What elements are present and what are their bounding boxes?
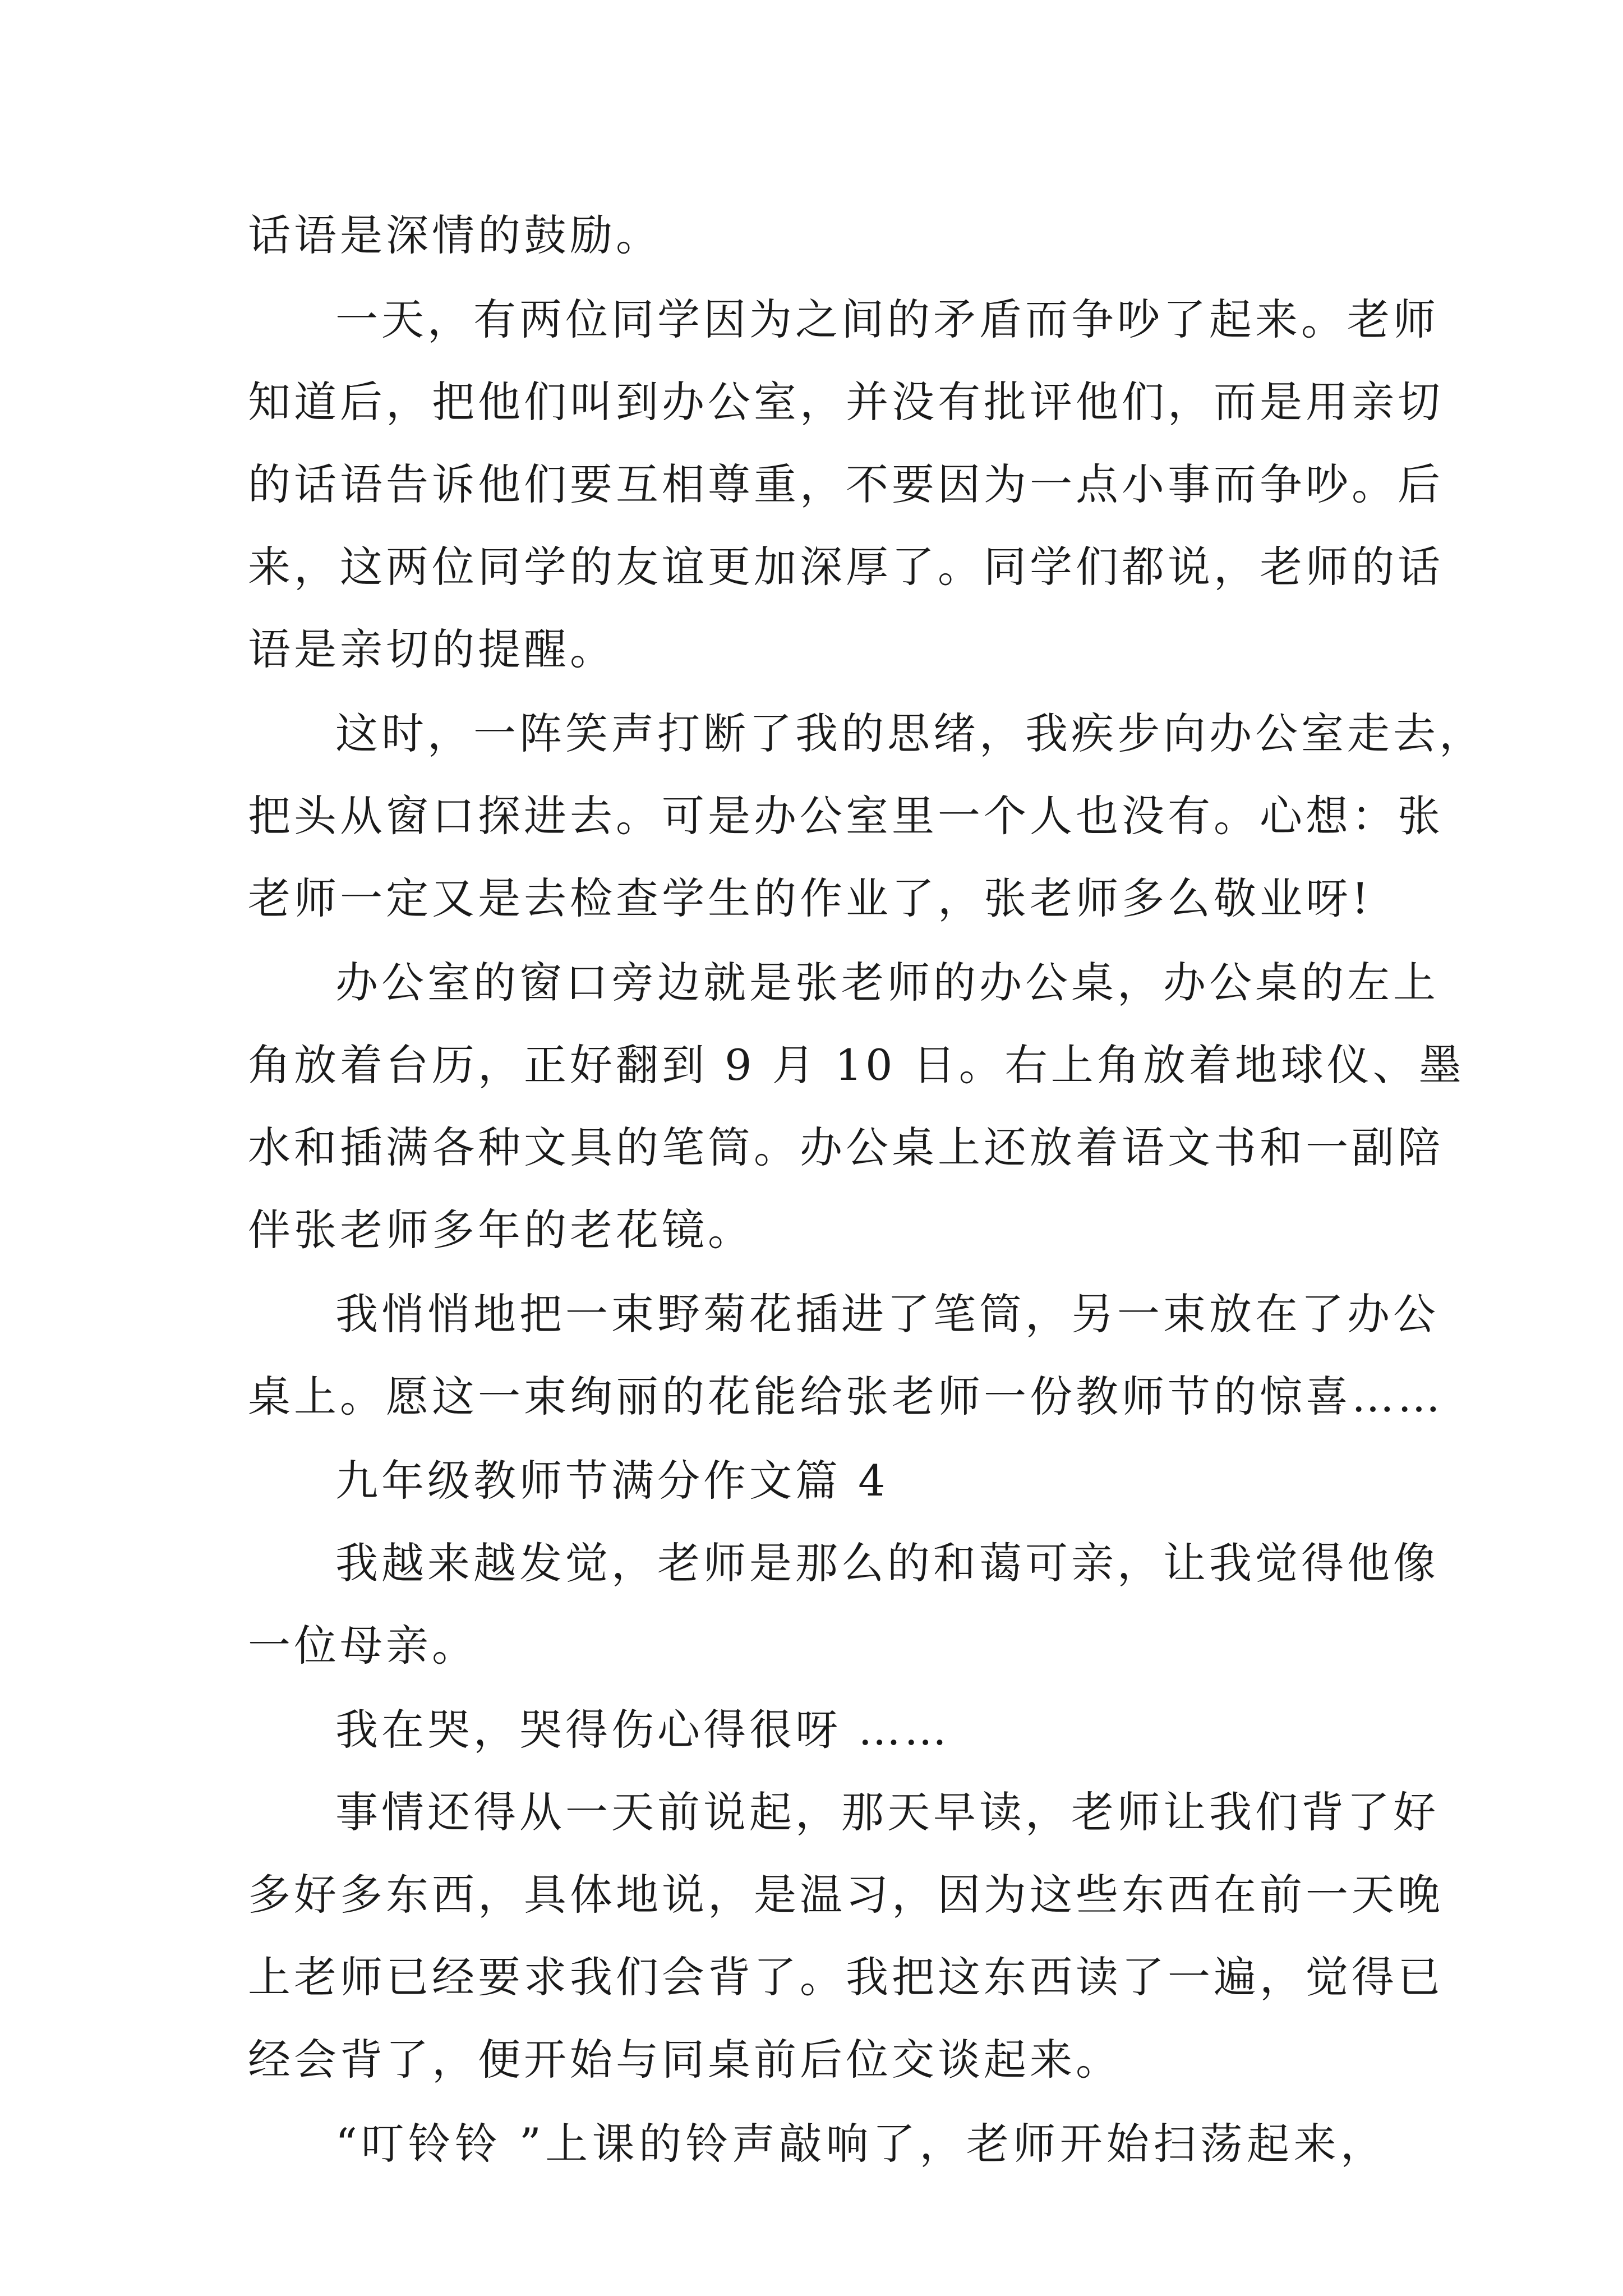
text-line: 我越来越发觉，老师是那么的和蔼可亲，让我觉得他像	[335, 1538, 1439, 1588]
text-line: 语是亲切的提醒。	[248, 624, 616, 674]
text-line: 来，这两位同学的友谊更加深厚了。同学们都说，老师的话	[248, 542, 1444, 592]
section-heading: 九年级教师节满分作文篇 4	[335, 1456, 889, 1506]
text-line: 办公室的窗口旁边就是张老师的办公桌，办公桌的左上	[335, 958, 1439, 1007]
text-line: 伴张老师多年的老花镜。	[248, 1205, 754, 1255]
text-line: 水和插满各种文具的笔筒。办公桌上还放着语文书和一副陪	[248, 1122, 1444, 1172]
text-line: “叮铃铃 ”上课的铃声敲响了，老师开始扫荡起来，	[335, 2119, 1386, 2169]
text-line: 一位母亲。	[248, 1621, 478, 1671]
text-line: 上老师已经要求我们会背了。我把这东西读了一遍，觉得已	[248, 1952, 1444, 2002]
text-line: 知道后，把他们叫到办公室，并没有批评他们，而是用亲切	[248, 377, 1444, 427]
text-line: 我在哭，哭得伤心得很呀 ……	[335, 1705, 951, 1755]
text-line: 把头从窗口探进去。可是办公室里一个人也没有。心想：张	[248, 791, 1444, 841]
text-line: 话语是深情的鼓励。	[248, 210, 662, 260]
text-line: 经会背了，便开始与同桌前后位交谈起来。	[248, 2035, 1122, 2085]
text-line: 的话语告诉他们要互相尊重，不要因为一点小事而争吵。后	[248, 459, 1444, 509]
text-line: 一天，有两位同学因为之间的矛盾而争吵了起来。老师	[335, 295, 1439, 344]
text-line: 角放着台历，正好翻到 9 月 10 日。右上角放着地球仪、墨	[248, 1040, 1465, 1090]
text-line: 事情还得从一天前说起，那天早读，老师让我们背了好	[335, 1787, 1439, 1837]
text-line: 桌上。愿这一束绚丽的花能给张老师一份教师节的惊喜……	[248, 1372, 1444, 1421]
text-line: 我悄悄地把一束野菊花插进了笔筒，另一束放在了办公	[335, 1289, 1439, 1339]
text-line: 老师一定又是去检查学生的作业了，张老师多么敬业呀!	[248, 873, 1372, 923]
text-line: 这时，一阵笑声打断了我的思绪，我疾步向办公室走去，	[335, 708, 1485, 758]
text-line: 多好多东西，具体地说，是温习，因为这些东西在前一天晚	[248, 1870, 1444, 1920]
